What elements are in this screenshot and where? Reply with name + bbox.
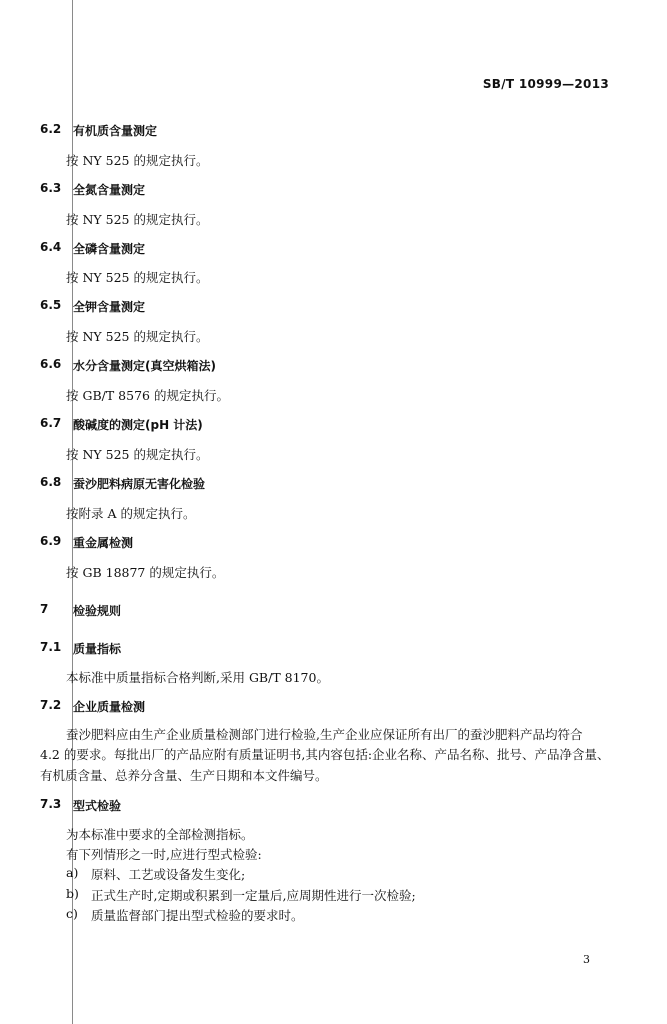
chapter-title: 检验规则 [73,604,122,618]
list-marker: b) [66,886,79,901]
paragraph-line: 4.2 的要求。每批出厂的产品应附有质量证明书,其内容包括:企业名称、产品名称、批号、产品净含量、 [40,747,610,762]
section-body: 按附录 A 的规定执行。 [66,506,196,521]
section-number: 6.4 [40,240,62,254]
paragraph-line: 有机质含量、总养分含量、生产日期和本文件编号。 [40,768,328,783]
section-body: 本标准中质量指标合格判断,采用 GB/T 8170。 [66,670,329,685]
section-title: 型式检验 [73,799,122,813]
section-number: 7.3 [40,797,62,811]
section-title: 重金属检测 [73,536,134,550]
section-title: 质量指标 [73,642,122,656]
page-number: 3 [583,953,590,966]
section-body: 按 NY 525 的规定执行。 [66,153,209,168]
chapter-number: 7 [40,602,49,616]
section-title: 有机质含量测定 [73,124,158,138]
section-body: 按 NY 525 的规定执行。 [66,212,209,227]
section-title: 水分含量测定(真空烘箱法) [73,359,216,373]
document-code: SB/T 10999—2013 [482,77,609,91]
section-number: 7.1 [40,640,62,654]
section-title: 企业质量检测 [73,700,146,714]
section-number: 6.6 [40,357,62,371]
list-marker: a) [66,865,79,880]
section-number: 6.7 [40,416,62,430]
section-number: 7.2 [40,698,62,712]
section-title: 蚕沙肥料病原无害化检验 [73,477,206,491]
section-body: 按 GB/T 8576 的规定执行。 [66,388,229,403]
section-title: 全氮含量测定 [73,183,146,197]
section-body: 按 NY 525 的规定执行。 [66,447,209,462]
paragraph-line: 蚕沙肥料应由生产企业质量检测部门进行检验,生产企业应保证所有出厂的蚕沙肥料产品均符合 [66,727,583,742]
paragraph-line: 有下列情形之一时,应进行型式检验: [66,847,262,862]
section-number: 6.2 [40,122,62,136]
section-body: 按 NY 525 的规定执行。 [66,329,209,344]
list-item: 质量监督部门提出型式检验的要求时。 [91,908,304,923]
section-number: 6.3 [40,181,62,195]
section-title: 酸碱度的测定(pH 计法) [73,418,203,432]
list-marker: c) [66,906,78,921]
section-body: 按 NY 525 的规定执行。 [66,270,209,285]
section-body: 按 GB 18877 的规定执行。 [66,565,225,580]
list-item: 正式生产时,定期或积累到一定量后,应周期性进行一次检验; [91,888,416,903]
list-item: 原料、工艺或设备发生变化; [91,867,246,882]
section-title: 全钾含量测定 [73,300,146,314]
section-number: 6.8 [40,475,62,489]
section-title: 全磷含量测定 [73,242,146,256]
section-number: 6.9 [40,534,62,548]
paragraph-line: 为本标准中要求的全部检测指标。 [66,827,254,842]
section-number: 6.5 [40,298,62,312]
